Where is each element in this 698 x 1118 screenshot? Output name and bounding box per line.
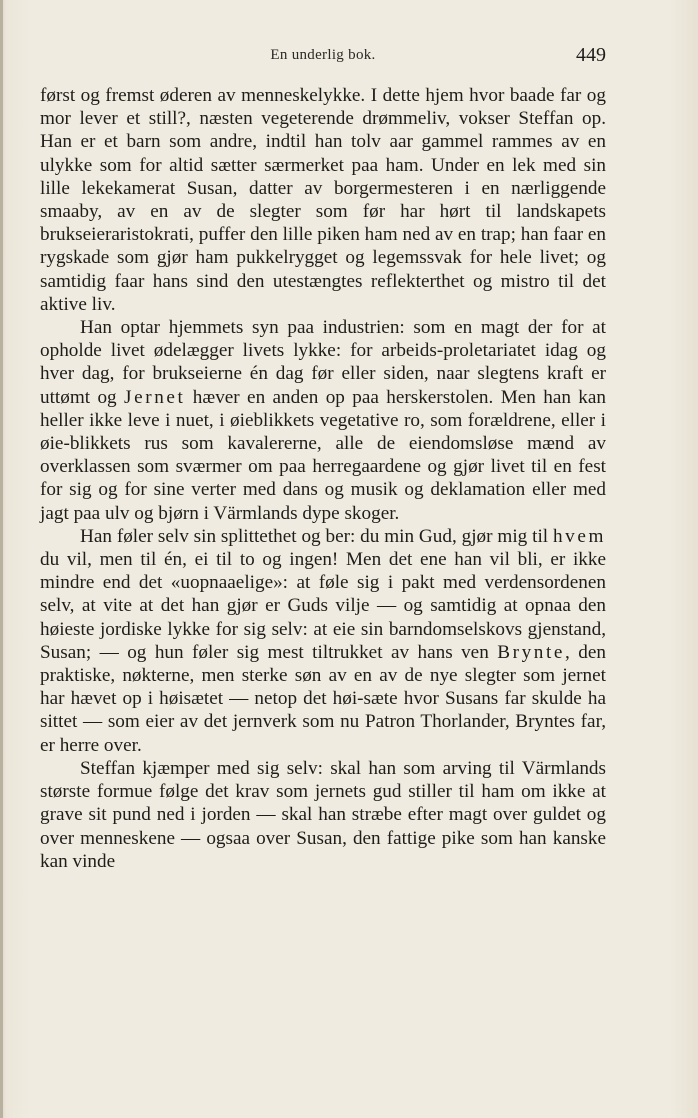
paragraph-text: Han optar hjemmets syn paa industrien: som en magt der for at opholde livet ødelægger livets lykke: for arbeids-proletariatet idag og hver dag, for brukseierne én dag før eller siden, naar slegtens kraft er uttømt og bbox=[40, 317, 606, 408]
page-number: 449 bbox=[576, 44, 606, 66]
page-header bbox=[40, 44, 606, 68]
paragraph-text: Steffan kjæmper med sig selv: skal han som arving til Värmlands største formue følge det krav som jernets gud stiller til ham om ikke at grave sit pund ned i jorden — skal han stræbe efter magt over guldet og over menneskene — ogsaa over Susan, den fattige pike som han kanske kan vinde bbox=[40, 757, 606, 872]
paragraph-text: Han føler selv sin splittethet og ber: du min Gud, gjør mig til bbox=[80, 525, 553, 547]
paragraph-text: først og fremst øderen av menneskelykke. I dette hjem hvor baade far og mor lever et still?, næsten vegeterende drømmeliv, vokser Steffan op. Han er et barn som andre, indtil han tolv aar gammel rammes av en ulykke som for altid sætter særmerket paa ham. Under en lek med sin lille lekekamerat Susan, datter av borgermesteren i en nærliggende smaaby, av en av de slegter som før har hørt til landskapets brukseieraristokrati, puffer den lille piken ham ned av en trap; han faar en rygskade som gjør ham pukkelrygget og legemssvak for hele livet; og samtidig faar hans sind den utestængtes reflekterthet og mistro til det aktive liv. bbox=[40, 85, 606, 315]
paragraph-text: du vil, men til én, ei til to og ingen! Men det ene han vil bli, er ikke mindre end det «uopnaaelige»: at føle sig i pakt med verdensordenen selv, at vite at det han gjør er Guds vilje — og samtidig at opnaa den høieste jordiske lykke for sig selv: at eie sin barndomselskovs gjenstand, Susan; — og hun føler sig mest tiltrukket av hans ven bbox=[40, 549, 606, 663]
page-spine-edge bbox=[0, 0, 3, 1118]
emphasized-word: Brynte bbox=[497, 641, 566, 663]
paragraph-4 bbox=[40, 757, 606, 873]
paragraph-2 bbox=[40, 316, 606, 525]
body-text bbox=[40, 84, 606, 873]
running-title: En underlig bok. bbox=[270, 47, 376, 63]
paragraph-1 bbox=[40, 84, 606, 316]
paragraph-text: hæver en anden op paa herskerstolen. Men han kan heller ikke leve i nuet, i øieblikkets vegetative ro, som forældrene, eller i øie-blikkets rus som kavalererne, alle de eiendomsløse mænd av overklassen som sværmer om paa herregaardene og gjør livet til en fest for sig og for sine verter med dans og musik og deklamation eller med jagt paa ulv og bjørn i Värmlands dype skoger. bbox=[40, 386, 606, 524]
paragraph-text: , den praktiske, nøkterne, men sterke søn av en av de nye slegter som jernet har hævet op i høisætet — netop det høi-sæte hvor Susans far skulde ha sittet — som eier av det jernverk som nu Patron Thorlander, Bryntes far, er herre over. bbox=[40, 641, 606, 756]
emphasized-word: Jernet bbox=[124, 386, 186, 408]
paragraph-3 bbox=[40, 525, 606, 757]
emphasized-word: hvem bbox=[552, 525, 606, 547]
